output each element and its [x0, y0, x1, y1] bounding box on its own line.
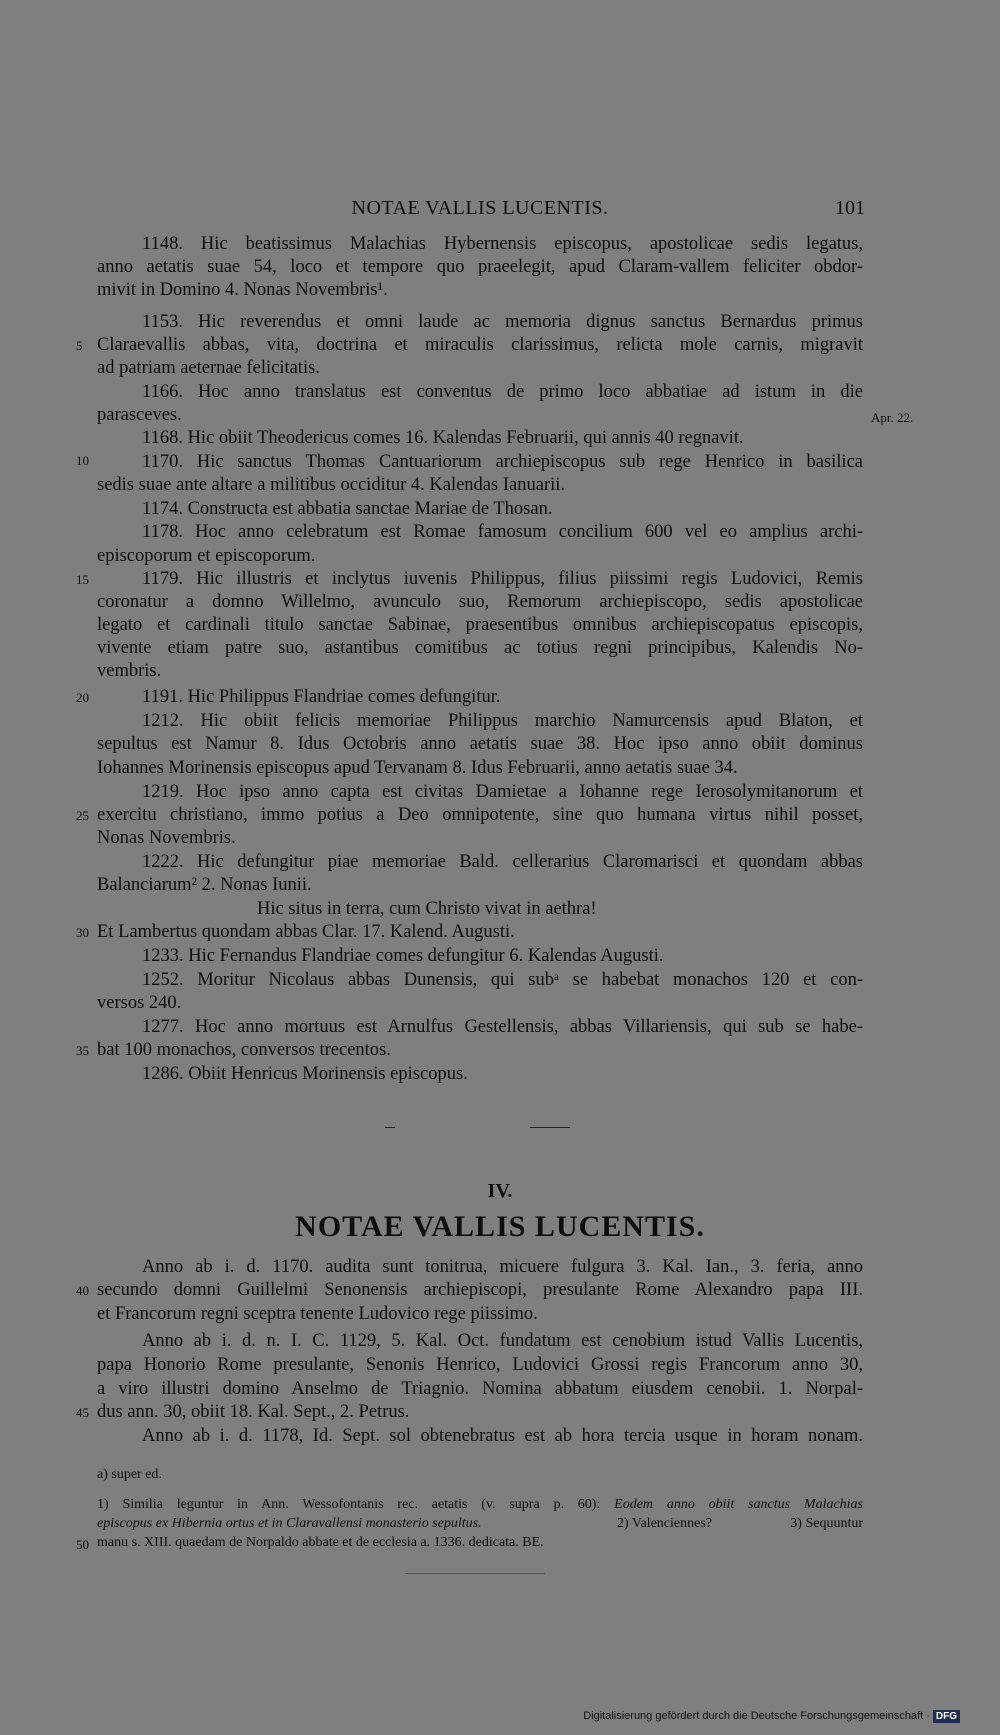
separator	[405, 1573, 545, 1574]
running-header	[95, 197, 865, 227]
text-line: Anno ab i. d. 1178, Id. Sept. sol obtenebratus est ab hora tercia usque in horam nonam.	[142, 1426, 863, 1446]
text-line: Anno ab i. d. 1170. audita sunt tonitrua, micuere fulgura 3. Kal. Ian., 3. feria, anno	[142, 1257, 863, 1277]
text-line: Anno ab i. d. n. I. C. 1129, 5. Kal. Oct. fundatum est cenobium istud Vallis Lucentis,	[142, 1331, 863, 1351]
text-line: 1166. Hoc anno translatus est conventus de primo loco abbatiae ad istum in die	[142, 382, 863, 402]
line-number: 20	[76, 690, 89, 705]
text-line: coronatur a domno Willelmo, avunculo suo, Remorum archiepiscopo, sedis apostolicae	[97, 592, 863, 612]
text-line: Balanciarum² 2. Nonas Iunii.	[97, 875, 312, 895]
text-line: vivente etiam patre suo, astantibus comitibus ac totius regni principibus, Kalendis No-	[97, 638, 863, 658]
text-line: et Francorum regni sceptra tenente Ludovico rege piissimo.	[97, 1304, 538, 1324]
text-line: ad patriam aeternae felicitatis.	[97, 358, 320, 378]
section-number: IV.	[487, 1180, 513, 1202]
footnote-1: 1) Similia leguntur in Ann. Wessofontanis rec. aetatis (v. supra p. 60): Eodem anno obiit sanctus Malachias	[97, 1497, 864, 1512]
text-line: episcoporum et episcoporum.	[97, 546, 316, 566]
text-line: 1277. Hoc anno mortuus est Arnulfus Gestellensis, abbas Villariensis, qui sub se habe-	[142, 1017, 863, 1037]
text-line: bat 100 monachos, conversos trecentos.	[97, 1040, 391, 1060]
text-line: Claraevallis abbas, vita, doctrina et miraculis clarissimus, relicta mole carnis, migravit	[97, 335, 863, 355]
line-number: 10	[76, 453, 89, 468]
text-line: sedis suae ante altare a militibus occiditur 4. Kalendas Ianuarii.	[97, 475, 565, 495]
footnote-1-cont: episcopus ex Hibernia ortus et in Claravallensi monasterio sepultus. 2) Valenciennes? 3) Sequuntur	[97, 1516, 863, 1531]
line-number: 35	[76, 1043, 89, 1058]
text-line: exercitu christiano, immo potius a Deo omnipotente, sine quo humana virtus nihil posset,	[97, 805, 863, 825]
text-line: a viro illustri domino Anselmo de Triagnio. Nomina abbatum eiusdem cenobii. 1. Norpal-	[97, 1379, 863, 1399]
text-line: sepultus est Namur 8. Idus Octobris anno aetatis suae 38. Hoc ipso anno obiit dominus	[97, 734, 863, 754]
text-line: 1222. Hic defungitur piae memoriae Bald. cellerarius Claromarisci et quondam abbas	[142, 852, 863, 872]
text-line: 1148. Hic beatissimus Malachias Hybernensis episcopus, apostolicae sedis legatus,	[142, 234, 863, 254]
text-line: 1286. Obiit Henricus Morinensis episcopus.	[142, 1064, 468, 1084]
text-line: 1233. Hic Fernandus Flandriae comes defungitur 6. Kalendas Augusti.	[142, 946, 664, 966]
page-number: 101	[835, 197, 865, 219]
text-line: parasceves.	[97, 405, 182, 425]
text-line: Nonas Novembris.	[97, 828, 236, 848]
text-line: vembris.	[97, 661, 162, 681]
text-line: 1179. Hic illustris et inclytus iuvenis Philippus, filius piissimi regis Ludovici, Remis	[142, 569, 863, 589]
footnote-a: a) super ed.	[97, 1467, 162, 1482]
text-line: mivit in Domino 4. Nonas Novembris¹.	[97, 280, 388, 300]
line-number: 40	[76, 1283, 89, 1298]
text-line: 1219. Hoc ipso anno capta est civitas Damietae a Iohanne rege Ierosolymitanorum et	[142, 782, 863, 802]
text-line: Et Lambertus quondam abbas Clar. 17. Kalend. Augusti.	[97, 922, 515, 942]
text-line: secundo domni Guillelmi Senonensis archiepiscopi, presulante Rome Alexandro papa III.	[97, 1280, 863, 1300]
text-line: anno aetatis suae 54, loco et tempore quo praeelegit, apud Claram-vallem feliciter obdor-	[97, 257, 863, 277]
line-number: 25	[76, 808, 89, 823]
text-line: 1178. Hoc anno celebratum est Romae famosum concilium 600 vel eo amplius archi-	[142, 522, 863, 542]
separator	[530, 1127, 570, 1128]
dfg-logo: DFG	[933, 1710, 960, 1723]
text-line: 1170. Hic sanctus Thomas Cantuariorum archiepiscopus sub rege Henrico in basilica	[142, 452, 863, 472]
text-line: 1252. Moritur Nicolaus abbas Dunensis, qui subᵃ se habebat monachos 120 et con-	[142, 970, 863, 990]
text-line: 1174. Constructa est abbatia sanctae Mariae de Thosan.	[142, 499, 553, 519]
text-line: legato et cardinali titulo sanctae Sabinae, praesentibus omnibus archiepiscopatus episcopis,	[97, 615, 863, 635]
text-line: versos 240.	[97, 993, 182, 1013]
text-line: 1191. Hic Philippus Flandriae comes defungitur.	[142, 687, 501, 707]
line-number: 45	[76, 1405, 89, 1420]
margin-note: Apr. 22.	[871, 410, 914, 425]
footer-credit: Digitalisierung gefördert durch die Deutsche Forschungsgemeinschaft · DFG	[583, 1710, 960, 1723]
text-line: 1153. Hic reverendus et omni laude ac memoria dignus sanctus Bernardus primus	[142, 312, 863, 332]
verse-line: Hic situs in terra, cum Christo vivat in aethra!	[257, 899, 597, 919]
running-title: NOTAE VALLIS LUCENTIS.	[351, 197, 609, 219]
separator	[385, 1127, 395, 1128]
text-line: papa Honorio Rome presulante, Senonis Henrico, Ludovici Grossi regis Francorum anno 30,	[97, 1355, 863, 1375]
line-number: 50	[76, 1537, 89, 1552]
line-number: 5	[76, 338, 83, 353]
text-line: 1168. Hic obiit Theodericus comes 16. Kalendas Februarii, qui annis 40 regnavit.	[142, 428, 744, 448]
section-title: NOTAE VALLIS LUCENTIS.	[295, 1210, 705, 1243]
line-number: 30	[76, 925, 89, 940]
footnote-3-cont: manu s. XIII. quaedam de Norpaldo abbate et de ecclesia a. 1336. dedicata. BE.	[97, 1535, 544, 1550]
line-number: 15	[76, 572, 89, 587]
text-line: dus ann. 30, obiit 18. Kal. Sept., 2. Petrus.	[97, 1402, 410, 1422]
text-line: Iohannes Morinensis episcopus apud Tervanam 8. Idus Februarii, anno aetatis suae 34.	[97, 758, 738, 778]
text-line: 1212. Hic obiit felicis memoriae Philippus marchio Namurcensis apud Blaton, et	[142, 711, 863, 731]
